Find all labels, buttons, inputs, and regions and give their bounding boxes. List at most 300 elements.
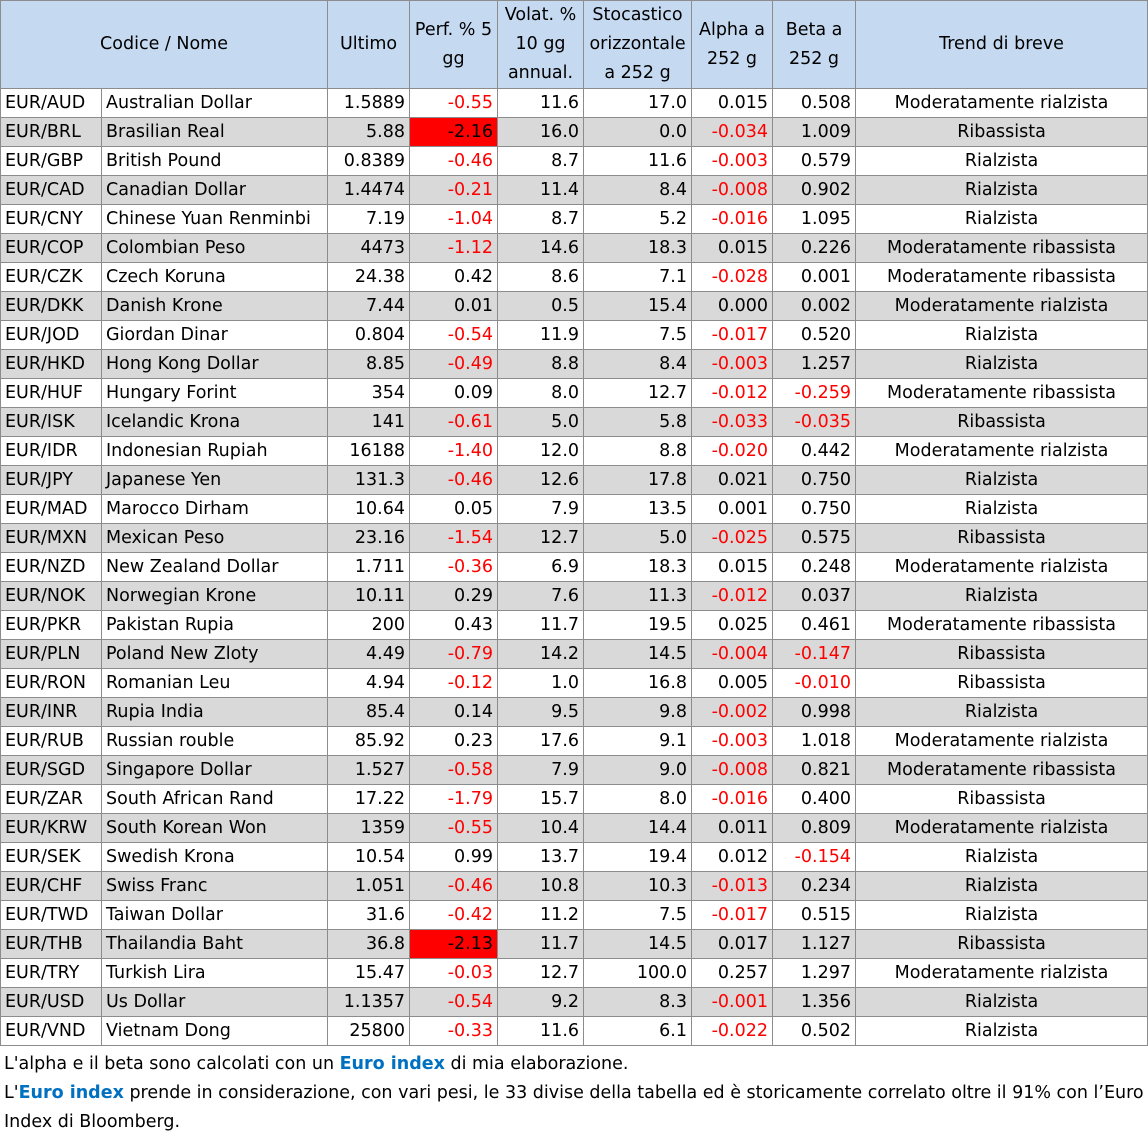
cell-volat: 8.6	[498, 263, 584, 292]
cell-code: EUR/CNY	[1, 205, 102, 234]
cell-perf: -1.54	[410, 524, 498, 553]
cell-name: New Zealand Dollar	[102, 553, 328, 582]
cell-code: EUR/MXN	[1, 524, 102, 553]
cell-last: 141	[328, 408, 410, 437]
cell-stoch: 8.0	[584, 785, 692, 814]
cell-alpha: -0.017	[692, 901, 773, 930]
cell-trend: Rialzista	[856, 988, 1148, 1017]
cell-stoch: 8.4	[584, 176, 692, 205]
cell-beta: 1.297	[773, 959, 856, 988]
table-row	[1, 118, 1148, 147]
cell-code: EUR/ZAR	[1, 785, 102, 814]
table-row	[1, 959, 1148, 988]
cell-code: EUR/SEK	[1, 843, 102, 872]
table-row	[1, 437, 1148, 466]
cell-alpha: -0.028	[692, 263, 773, 292]
cell-perf: -2.16	[410, 118, 498, 147]
cell-code: EUR/HKD	[1, 350, 102, 379]
cell-stoch: 7.1	[584, 263, 692, 292]
cell-alpha: -0.001	[692, 988, 773, 1017]
cell-volat: 11.7	[498, 611, 584, 640]
cell-alpha: -0.002	[692, 698, 773, 727]
cell-stoch: 18.3	[584, 234, 692, 263]
cell-volat: 14.2	[498, 640, 584, 669]
cell-volat: 17.6	[498, 727, 584, 756]
header-code-name: Codice / Nome	[1, 1, 328, 89]
cell-perf: -0.12	[410, 669, 498, 698]
cell-last: 4.49	[328, 640, 410, 669]
cell-beta: 0.579	[773, 147, 856, 176]
cell-volat: 8.7	[498, 147, 584, 176]
cell-perf: -0.61	[410, 408, 498, 437]
cell-alpha: -0.020	[692, 437, 773, 466]
cell-stoch: 17.0	[584, 89, 692, 118]
cell-name: Norwegian Krone	[102, 582, 328, 611]
cell-perf: -0.46	[410, 147, 498, 176]
cell-beta: 0.002	[773, 292, 856, 321]
cell-name: Marocco Dirham	[102, 495, 328, 524]
cell-perf: -1.04	[410, 205, 498, 234]
table-row	[1, 408, 1148, 437]
cell-volat: 6.9	[498, 553, 584, 582]
table-row	[1, 553, 1148, 582]
cell-code: EUR/IDR	[1, 437, 102, 466]
cell-volat: 10.8	[498, 872, 584, 901]
cell-alpha: 0.257	[692, 959, 773, 988]
cell-trend: Rialzista	[856, 205, 1148, 234]
cell-last: 7.19	[328, 205, 410, 234]
table-row	[1, 698, 1148, 727]
footnote-1-pre: L'alpha e il beta sono calcolati con un	[4, 1054, 340, 1074]
cell-alpha: -0.025	[692, 524, 773, 553]
cell-volat: 1.0	[498, 669, 584, 698]
cell-last: 5.88	[328, 118, 410, 147]
cell-code: EUR/BRL	[1, 118, 102, 147]
cell-perf: 0.29	[410, 582, 498, 611]
table-row	[1, 611, 1148, 640]
cell-alpha: -0.034	[692, 118, 773, 147]
cell-last: 8.85	[328, 350, 410, 379]
table-row	[1, 901, 1148, 930]
cell-stoch: 7.5	[584, 321, 692, 350]
cell-code: EUR/RON	[1, 669, 102, 698]
cell-perf: -0.49	[410, 350, 498, 379]
cell-volat: 11.9	[498, 321, 584, 350]
cell-trend: Moderatamente rialzista	[856, 89, 1148, 118]
cell-perf: 0.99	[410, 843, 498, 872]
cell-beta: 0.037	[773, 582, 856, 611]
cell-volat: 7.9	[498, 495, 584, 524]
table-row	[1, 176, 1148, 205]
cell-perf: -0.55	[410, 89, 498, 118]
cell-code: EUR/JOD	[1, 321, 102, 350]
cell-beta: 0.902	[773, 176, 856, 205]
cell-code: EUR/PLN	[1, 640, 102, 669]
cell-last: 85.4	[328, 698, 410, 727]
cell-beta: 0.234	[773, 872, 856, 901]
cell-beta: 0.502	[773, 1017, 856, 1046]
cell-beta: 0.226	[773, 234, 856, 263]
cell-stoch: 5.0	[584, 524, 692, 553]
cell-trend: Moderatamente ribassista	[856, 756, 1148, 785]
cell-last: 354	[328, 379, 410, 408]
cell-code: EUR/RUB	[1, 727, 102, 756]
cell-perf: 0.01	[410, 292, 498, 321]
cell-alpha: 0.017	[692, 930, 773, 959]
footnote-1-post: di mia elaborazione.	[444, 1054, 629, 1074]
cell-stoch: 13.5	[584, 495, 692, 524]
cell-name: South African Rand	[102, 785, 328, 814]
cell-trend: Moderatamente rialzista	[856, 437, 1148, 466]
cell-last: 4473	[328, 234, 410, 263]
footnote-2-pre: L'	[4, 1083, 19, 1103]
cell-code: EUR/HUF	[1, 379, 102, 408]
table-row	[1, 872, 1148, 901]
cell-beta: 0.821	[773, 756, 856, 785]
cell-beta: -0.259	[773, 379, 856, 408]
cell-alpha: -0.003	[692, 727, 773, 756]
cell-alpha: -0.008	[692, 756, 773, 785]
cell-trend: Rialzista	[856, 1017, 1148, 1046]
cell-last: 1.5889	[328, 89, 410, 118]
cell-code: EUR/VND	[1, 1017, 102, 1046]
cell-volat: 11.6	[498, 1017, 584, 1046]
cell-perf: -0.36	[410, 553, 498, 582]
cell-name: Rupia India	[102, 698, 328, 727]
cell-stoch: 100.0	[584, 959, 692, 988]
cell-stoch: 7.5	[584, 901, 692, 930]
cell-perf: -0.42	[410, 901, 498, 930]
cell-trend: Rialzista	[856, 466, 1148, 495]
cell-last: 1.4474	[328, 176, 410, 205]
cell-stoch: 9.8	[584, 698, 692, 727]
cell-code: EUR/THB	[1, 930, 102, 959]
cell-volat: 11.4	[498, 176, 584, 205]
cell-code: EUR/NZD	[1, 553, 102, 582]
cell-trend: Ribassista	[856, 118, 1148, 147]
header-volat: Volat. % 10 gg annual.	[498, 1, 584, 89]
table-row	[1, 930, 1148, 959]
cell-beta: 0.520	[773, 321, 856, 350]
cell-beta: 1.018	[773, 727, 856, 756]
cell-name: Vietnam Dong	[102, 1017, 328, 1046]
cell-trend: Moderatamente ribassista	[856, 234, 1148, 263]
cell-volat: 16.0	[498, 118, 584, 147]
cell-trend: Rialzista	[856, 176, 1148, 205]
cell-last: 131.3	[328, 466, 410, 495]
cell-alpha: -0.016	[692, 205, 773, 234]
cell-name: Russian rouble	[102, 727, 328, 756]
cell-code: EUR/DKK	[1, 292, 102, 321]
cell-trend: Ribassista	[856, 669, 1148, 698]
cell-last: 10.11	[328, 582, 410, 611]
cell-last: 10.64	[328, 495, 410, 524]
cell-trend: Rialzista	[856, 901, 1148, 930]
cell-last: 31.6	[328, 901, 410, 930]
cell-beta: 0.508	[773, 89, 856, 118]
cell-last: 200	[328, 611, 410, 640]
cell-name: Indonesian Rupiah	[102, 437, 328, 466]
cell-name: Canadian Dollar	[102, 176, 328, 205]
cell-alpha: -0.022	[692, 1017, 773, 1046]
cell-alpha: 0.001	[692, 495, 773, 524]
cell-alpha: 0.015	[692, 89, 773, 118]
header-trend: Trend di breve	[856, 1, 1148, 89]
cell-stoch: 5.8	[584, 408, 692, 437]
cell-alpha: -0.004	[692, 640, 773, 669]
cell-last: 1.1357	[328, 988, 410, 1017]
cell-last: 85.92	[328, 727, 410, 756]
header-row	[1, 1, 1148, 89]
cell-code: EUR/PKR	[1, 611, 102, 640]
cell-beta: 0.515	[773, 901, 856, 930]
cell-stoch: 8.3	[584, 988, 692, 1017]
cell-beta: 1.127	[773, 930, 856, 959]
cell-trend: Rialzista	[856, 582, 1148, 611]
cell-last: 16188	[328, 437, 410, 466]
cell-alpha: -0.017	[692, 321, 773, 350]
cell-trend: Rialzista	[856, 321, 1148, 350]
cell-beta: 0.998	[773, 698, 856, 727]
cell-name: South Korean Won	[102, 814, 328, 843]
cell-stoch: 17.8	[584, 466, 692, 495]
table-row	[1, 205, 1148, 234]
cell-perf: -1.12	[410, 234, 498, 263]
cell-perf: -2.13	[410, 930, 498, 959]
cell-volat: 12.7	[498, 959, 584, 988]
cell-perf: -1.40	[410, 437, 498, 466]
table-row	[1, 843, 1148, 872]
cell-trend: Moderatamente ribassista	[856, 379, 1148, 408]
cell-code: EUR/GBP	[1, 147, 102, 176]
cell-trend: Ribassista	[856, 408, 1148, 437]
cell-trend: Ribassista	[856, 930, 1148, 959]
cell-beta: -0.147	[773, 640, 856, 669]
table-row	[1, 814, 1148, 843]
cell-code: EUR/SGD	[1, 756, 102, 785]
cell-perf: -0.33	[410, 1017, 498, 1046]
cell-trend: Rialzista	[856, 147, 1148, 176]
cell-alpha: 0.005	[692, 669, 773, 698]
cell-beta: -0.035	[773, 408, 856, 437]
cell-alpha: 0.012	[692, 843, 773, 872]
cell-perf: 0.14	[410, 698, 498, 727]
cell-stoch: 8.8	[584, 437, 692, 466]
cell-last: 1.711	[328, 553, 410, 582]
cell-name: Hungary Forint	[102, 379, 328, 408]
cell-trend: Ribassista	[856, 524, 1148, 553]
cell-perf: -0.46	[410, 466, 498, 495]
cell-alpha: 0.015	[692, 553, 773, 582]
cell-name: Turkish Lira	[102, 959, 328, 988]
footnote-2-post: prende in considerazione, con vari pesi, le 33 divise della tabella ed è storicamente correlato oltre il 91% con l’Euro Index di Bloomberg.	[4, 1083, 1144, 1132]
cell-trend: Moderatamente rialzista	[856, 553, 1148, 582]
cell-trend: Moderatamente ribassista	[856, 263, 1148, 292]
cell-perf: -0.03	[410, 959, 498, 988]
cell-name: Danish Krone	[102, 292, 328, 321]
cell-trend: Moderatamente rialzista	[856, 292, 1148, 321]
cell-name: Swedish Krona	[102, 843, 328, 872]
euro-index-term: Euro index	[18, 1083, 124, 1103]
cell-trend: Ribassista	[856, 640, 1148, 669]
cell-perf: -0.54	[410, 988, 498, 1017]
cell-stoch: 5.2	[584, 205, 692, 234]
cell-alpha: -0.012	[692, 379, 773, 408]
cell-code: EUR/AUD	[1, 89, 102, 118]
table-row	[1, 147, 1148, 176]
cell-trend: Rialzista	[856, 350, 1148, 379]
cell-perf: 0.43	[410, 611, 498, 640]
cell-perf: -0.58	[410, 756, 498, 785]
cell-last: 10.54	[328, 843, 410, 872]
cell-volat: 0.5	[498, 292, 584, 321]
cell-volat: 8.7	[498, 205, 584, 234]
cell-trend: Rialzista	[856, 495, 1148, 524]
cell-code: EUR/TRY	[1, 959, 102, 988]
table-row	[1, 234, 1148, 263]
cell-name: Swiss Franc	[102, 872, 328, 901]
table-row	[1, 379, 1148, 408]
cell-volat: 7.9	[498, 756, 584, 785]
cell-stoch: 10.3	[584, 872, 692, 901]
cell-name: Brasilian Real	[102, 118, 328, 147]
cell-perf: 0.05	[410, 495, 498, 524]
cell-stoch: 0.0	[584, 118, 692, 147]
cell-alpha: -0.016	[692, 785, 773, 814]
cell-volat: 14.6	[498, 234, 584, 263]
cell-last: 15.47	[328, 959, 410, 988]
cell-alpha: -0.008	[692, 176, 773, 205]
cell-volat: 5.0	[498, 408, 584, 437]
cell-volat: 7.6	[498, 582, 584, 611]
cell-last: 17.22	[328, 785, 410, 814]
cell-beta: 0.750	[773, 466, 856, 495]
cell-stoch: 9.0	[584, 756, 692, 785]
cell-code: EUR/NOK	[1, 582, 102, 611]
cell-beta: 0.400	[773, 785, 856, 814]
cell-last: 7.44	[328, 292, 410, 321]
euro-index-term: Euro index	[339, 1054, 445, 1074]
cell-beta: -0.154	[773, 843, 856, 872]
cell-last: 36.8	[328, 930, 410, 959]
cell-stoch: 19.4	[584, 843, 692, 872]
cell-volat: 9.5	[498, 698, 584, 727]
cell-trend: Moderatamente ribassista	[856, 611, 1148, 640]
cell-volat: 15.7	[498, 785, 584, 814]
header-stoch: Stocastico orizzontale a 252 g	[584, 1, 692, 89]
cell-stoch: 15.4	[584, 292, 692, 321]
cell-name: Chinese Yuan Renminbi	[102, 205, 328, 234]
table-body	[1, 89, 1148, 1046]
table-row	[1, 756, 1148, 785]
cell-volat: 8.8	[498, 350, 584, 379]
cell-beta: 1.009	[773, 118, 856, 147]
cell-perf: -0.54	[410, 321, 498, 350]
cell-volat: 12.7	[498, 524, 584, 553]
cell-volat: 12.0	[498, 437, 584, 466]
cell-trend: Moderatamente rialzista	[856, 727, 1148, 756]
table-row	[1, 292, 1148, 321]
cell-name: Hong Kong Dollar	[102, 350, 328, 379]
cell-trend: Rialzista	[856, 698, 1148, 727]
cell-trend: Rialzista	[856, 872, 1148, 901]
cell-name: Colombian Peso	[102, 234, 328, 263]
cell-stoch: 14.4	[584, 814, 692, 843]
cell-alpha: -0.033	[692, 408, 773, 437]
cell-last: 4.94	[328, 669, 410, 698]
cell-name: Australian Dollar	[102, 89, 328, 118]
footnote-2	[4, 1079, 1144, 1137]
cell-beta: 0.809	[773, 814, 856, 843]
cell-alpha: -0.012	[692, 582, 773, 611]
cell-perf: 0.42	[410, 263, 498, 292]
cell-stoch: 6.1	[584, 1017, 692, 1046]
cell-name: Romanian Leu	[102, 669, 328, 698]
table-row	[1, 727, 1148, 756]
cell-volat: 12.6	[498, 466, 584, 495]
cell-perf: 0.23	[410, 727, 498, 756]
cell-perf: 0.09	[410, 379, 498, 408]
cell-alpha: -0.003	[692, 147, 773, 176]
cell-last: 0.804	[328, 321, 410, 350]
cell-name: Poland New Zloty	[102, 640, 328, 669]
cell-volat: 11.7	[498, 930, 584, 959]
cell-stoch: 14.5	[584, 640, 692, 669]
cell-last: 1359	[328, 814, 410, 843]
cell-name: Czech Koruna	[102, 263, 328, 292]
cell-beta: 1.356	[773, 988, 856, 1017]
table-row	[1, 785, 1148, 814]
cell-code: EUR/CHF	[1, 872, 102, 901]
cell-beta: 0.461	[773, 611, 856, 640]
cell-volat: 10.4	[498, 814, 584, 843]
table-row	[1, 524, 1148, 553]
cell-name: Taiwan Dollar	[102, 901, 328, 930]
cell-last: 0.8389	[328, 147, 410, 176]
cell-trend: Moderatamente rialzista	[856, 814, 1148, 843]
cell-beta: 1.257	[773, 350, 856, 379]
table-row	[1, 495, 1148, 524]
cell-name: Pakistan Rupia	[102, 611, 328, 640]
cell-alpha: 0.021	[692, 466, 773, 495]
cell-code: EUR/USD	[1, 988, 102, 1017]
cell-beta: -0.010	[773, 669, 856, 698]
cell-alpha: 0.025	[692, 611, 773, 640]
table-row	[1, 988, 1148, 1017]
cell-name: Thailandia Baht	[102, 930, 328, 959]
header-alpha: Alpha a 252 g	[692, 1, 773, 89]
cell-trend: Rialzista	[856, 843, 1148, 872]
cell-code: EUR/COP	[1, 234, 102, 263]
cell-code: EUR/INR	[1, 698, 102, 727]
cell-stoch: 8.4	[584, 350, 692, 379]
cell-name: Japanese Yen	[102, 466, 328, 495]
cell-alpha: 0.000	[692, 292, 773, 321]
cell-volat: 13.7	[498, 843, 584, 872]
cell-code: EUR/KRW	[1, 814, 102, 843]
cell-beta: 0.248	[773, 553, 856, 582]
cell-alpha: -0.003	[692, 350, 773, 379]
cell-last: 1.051	[328, 872, 410, 901]
cell-trend: Moderatamente rialzista	[856, 959, 1148, 988]
cell-beta: 0.001	[773, 263, 856, 292]
cell-volat: 11.6	[498, 89, 584, 118]
table-row	[1, 1017, 1148, 1046]
cell-stoch: 16.8	[584, 669, 692, 698]
table-row	[1, 89, 1148, 118]
cell-code: EUR/CZK	[1, 263, 102, 292]
cell-code: EUR/ISK	[1, 408, 102, 437]
